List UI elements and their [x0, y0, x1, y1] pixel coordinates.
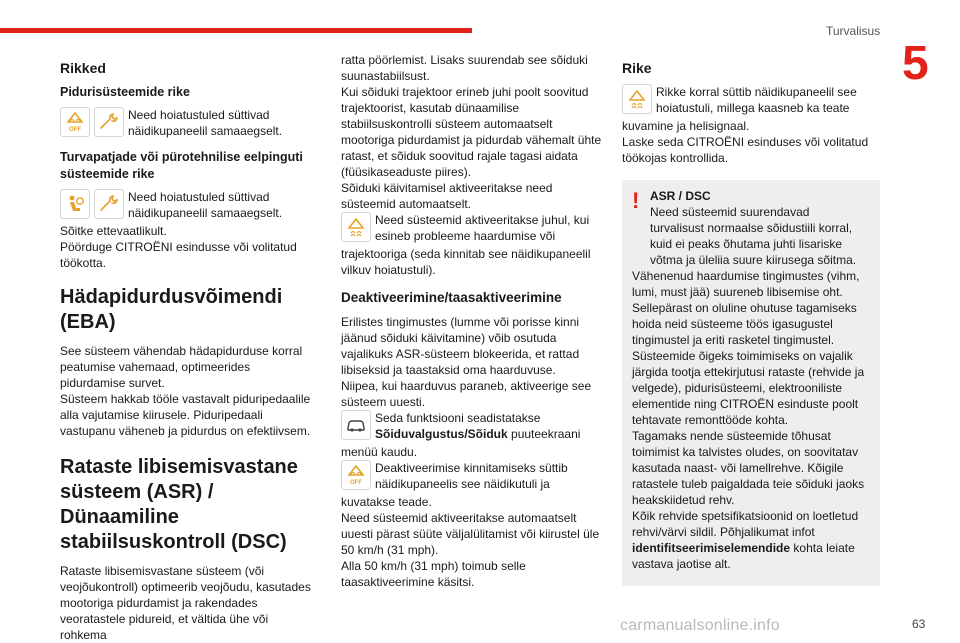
warning-content [632, 188, 866, 268]
off-label-2: OFF [350, 480, 362, 486]
heading-airbag-fault: Turvapatjade või pürotehnilise eelpinguti süsteemide rike [60, 150, 303, 181]
warning-p6-b: kohta leiate vastava jaotise alt. [632, 541, 855, 571]
esc-off-icon [60, 107, 90, 137]
col2-p3: Sõiduki käivitamisel aktiveeritakse need süsteemid automaatselt. [341, 181, 553, 211]
col2-p9: Need süsteemid aktiveeritakse automaatselt uuesti pärast süüte väljalülitamist või kiirustel üle 50 km/h (31 mph). [341, 511, 600, 557]
header-red-bar [0, 28, 472, 33]
heading-rike: Rike [622, 60, 652, 76]
section-title: Turvalisus [826, 24, 881, 38]
warning-p5: Tagamaks nende süsteemide tõhusat toimimist ka talvistes oludes, on soovitatav kasutada naast- või lamellrehve. Kõigile ratastele tuleb paigaldada teie sõiduki jaoks heakskiidetud rehv. [632, 429, 865, 507]
vehicle-settings-row [341, 410, 603, 442]
esc-off-indicator-icon [341, 460, 371, 490]
warning-body [650, 188, 866, 268]
vehicle-settings-menu: Sõiduvalgustus/Sõiduk [375, 427, 508, 441]
watermark: carmanualsonline.info [620, 617, 780, 634]
warning-p3: Sellepärast on oluline ohutuse tagamiseks hoida neid süsteeme töös igasugustel tingimustel ja eriti rasketel tingimustel. [632, 301, 857, 347]
col2-p1: ratta pöörlemist. Lisaks suurendab see sõiduki suunastabiilsust. [341, 53, 588, 83]
off-label: OFF [69, 127, 81, 133]
rike-icon-row [622, 84, 880, 116]
col2-p8: kuvatakse teade. [341, 495, 432, 509]
column-left [60, 54, 318, 643]
esc-skid-icon [341, 212, 371, 242]
brake-wrench-icon [94, 107, 124, 137]
column-middle [341, 52, 603, 590]
page-number: 63 [912, 617, 926, 631]
heading-deactivation: Deaktiveerimine/taasaktiveerimine [341, 290, 562, 305]
col2-p7: menüü kaudu. [341, 445, 418, 459]
rike-icon-text: Rikke korral süttib näidikupaneelil see hoiatustuli, millega kaasneb ka teate [656, 85, 857, 115]
esc-off-row [341, 460, 603, 492]
warning-p2: Vähenenud haardumise tingimustes (vihm, lumi, must jää) suureneb libisemise oht. [632, 269, 860, 299]
vehicle-settings-text-a: Seda funktsiooni seadistatakse [375, 411, 541, 425]
warning-box [622, 180, 880, 586]
airbag-fault-p1: Sõitke ettevaatlikult. [60, 224, 167, 238]
asr-p1: Rataste libisemisvastane süsteem (või veojõukontroll) optimeerib veojõudu, kasutades mootoriga pidurdamist ja rakendades veoratastele pidureid, et vältida ühe või rohkema [60, 564, 311, 642]
col2-p2: Kui sõiduki trajektoor erineb juhi poolt soovitud trajektoorist, kasutab dünaamilise stabiilsuskontrolli süsteem automaatselt mootoriga pidurdamist ja pidurdab vähemalt ühte ratast, et sõiduk soovitud rajale tagasi aidata (füüsikaseaduste piires). [341, 85, 602, 179]
esc-active-row [341, 212, 603, 244]
eba-p1: See süsteem vähendab hädapidurduse korral peatumise vahemaad, optimeerides pidurdamise survet. [60, 344, 303, 390]
esc-fault-icon [622, 84, 652, 114]
heading-asr: Rataste libisemisvastane süsteem (ASR) / Dünaamiline stabiilsuskontroll (DSC) [60, 456, 298, 553]
warning-exclamation-icon: ! [632, 188, 640, 213]
heading-brake-fault: Pidurisüsteemide rike [60, 85, 190, 99]
chapter-number: 5 [902, 37, 929, 90]
rike-p2: Laske seda CITROËNI esinduses või volitatud töökojas kontrollida. [622, 135, 869, 165]
col2-p4: trajektooriga (seda kinnitab see näidikupaneelil vilkuv hoiatustuli). [341, 247, 591, 277]
airbag-fault-icons-row [60, 189, 318, 221]
col2-p5: Erilistes tingimustes (lumme või porisse kinni jäänud sõiduki käivitamine) võib osutuda vajalikuks ASR-süsteem blokeerida, et rattad libiseksid ja taastaksid oma haarduvuse. [341, 315, 580, 377]
heading-rikked: Rikked [60, 60, 106, 76]
airbag-wrench-icon [94, 189, 124, 219]
heading-eba: Hädapidurdusvõimendi (EBA) [60, 286, 283, 333]
warning-p6-a: Kõik rehvide spetsifikatsioonid on loetletud rehvi/värvi sildil. Põhjalikumat infot [632, 509, 859, 539]
warning-p6 [632, 508, 866, 572]
vehicle-settings-text [375, 410, 603, 442]
airbag-fault-p2: Pöörduge CITROËNI esindusse või volitatud töökotta. [60, 240, 297, 270]
vehicle-settings-text-b: puuteekraani [511, 427, 581, 441]
col2-p10: Alla 50 km/h (31 mph) toimub selle taasaktiveerimine käsitsi. [341, 559, 526, 589]
warning-p1: Need süsteemid suurendavad turvalisust normaalse sõidustiili korral, kuid ei peaks õhutama juhti lisariske võtma ja üleliia suure kiirusega sõitma. [650, 205, 857, 267]
warning-p6-bold: identifitseerimiselemendide [632, 541, 791, 555]
brake-fault-icons-row [60, 107, 318, 139]
eba-p2: Süsteem hakkab tööle vastavalt piduripedaalile alla vajutamise kiirusele. Piduripedaali vastupanu väheneb ja pidurdus on efektiivsem. [60, 392, 311, 438]
airbag-person-icon [60, 189, 90, 219]
brake-fault-text: Need hoiatustuled süttivad näidikupaneelil samaaegselt. [128, 108, 283, 138]
col2-p6: Niipea, kui haarduvus paraneb, aktiveerige see süsteem uuesti. [341, 379, 592, 409]
car-icon [341, 410, 371, 440]
warning-p4: Süsteemide õigeks toimimiseks on vajalik järgida tootja ettekirjutusi rataste (rehvide ja velgede), pidurisüsteemi, elektrooniliste elementide ning CITROËN esinduste poolt tehtavate remonttööde kohta. [632, 349, 865, 427]
airbag-fault-text: Need hoiatustuled süttivad näidikupaneelil samaaegselt. [128, 190, 283, 220]
warning-title: ASR / DSC [650, 189, 711, 203]
rike-p1: kuvamine ja helisignaal. [622, 119, 750, 133]
esc-off-text: Deaktiveerimise kinnitamiseks süttib näidikupaneelis see näidikutuli ja [375, 461, 568, 491]
column-right [622, 54, 880, 586]
esc-active-text: Need süsteemid aktiveeritakse juhul, kui esineb probleeme haardumise või [375, 213, 590, 243]
